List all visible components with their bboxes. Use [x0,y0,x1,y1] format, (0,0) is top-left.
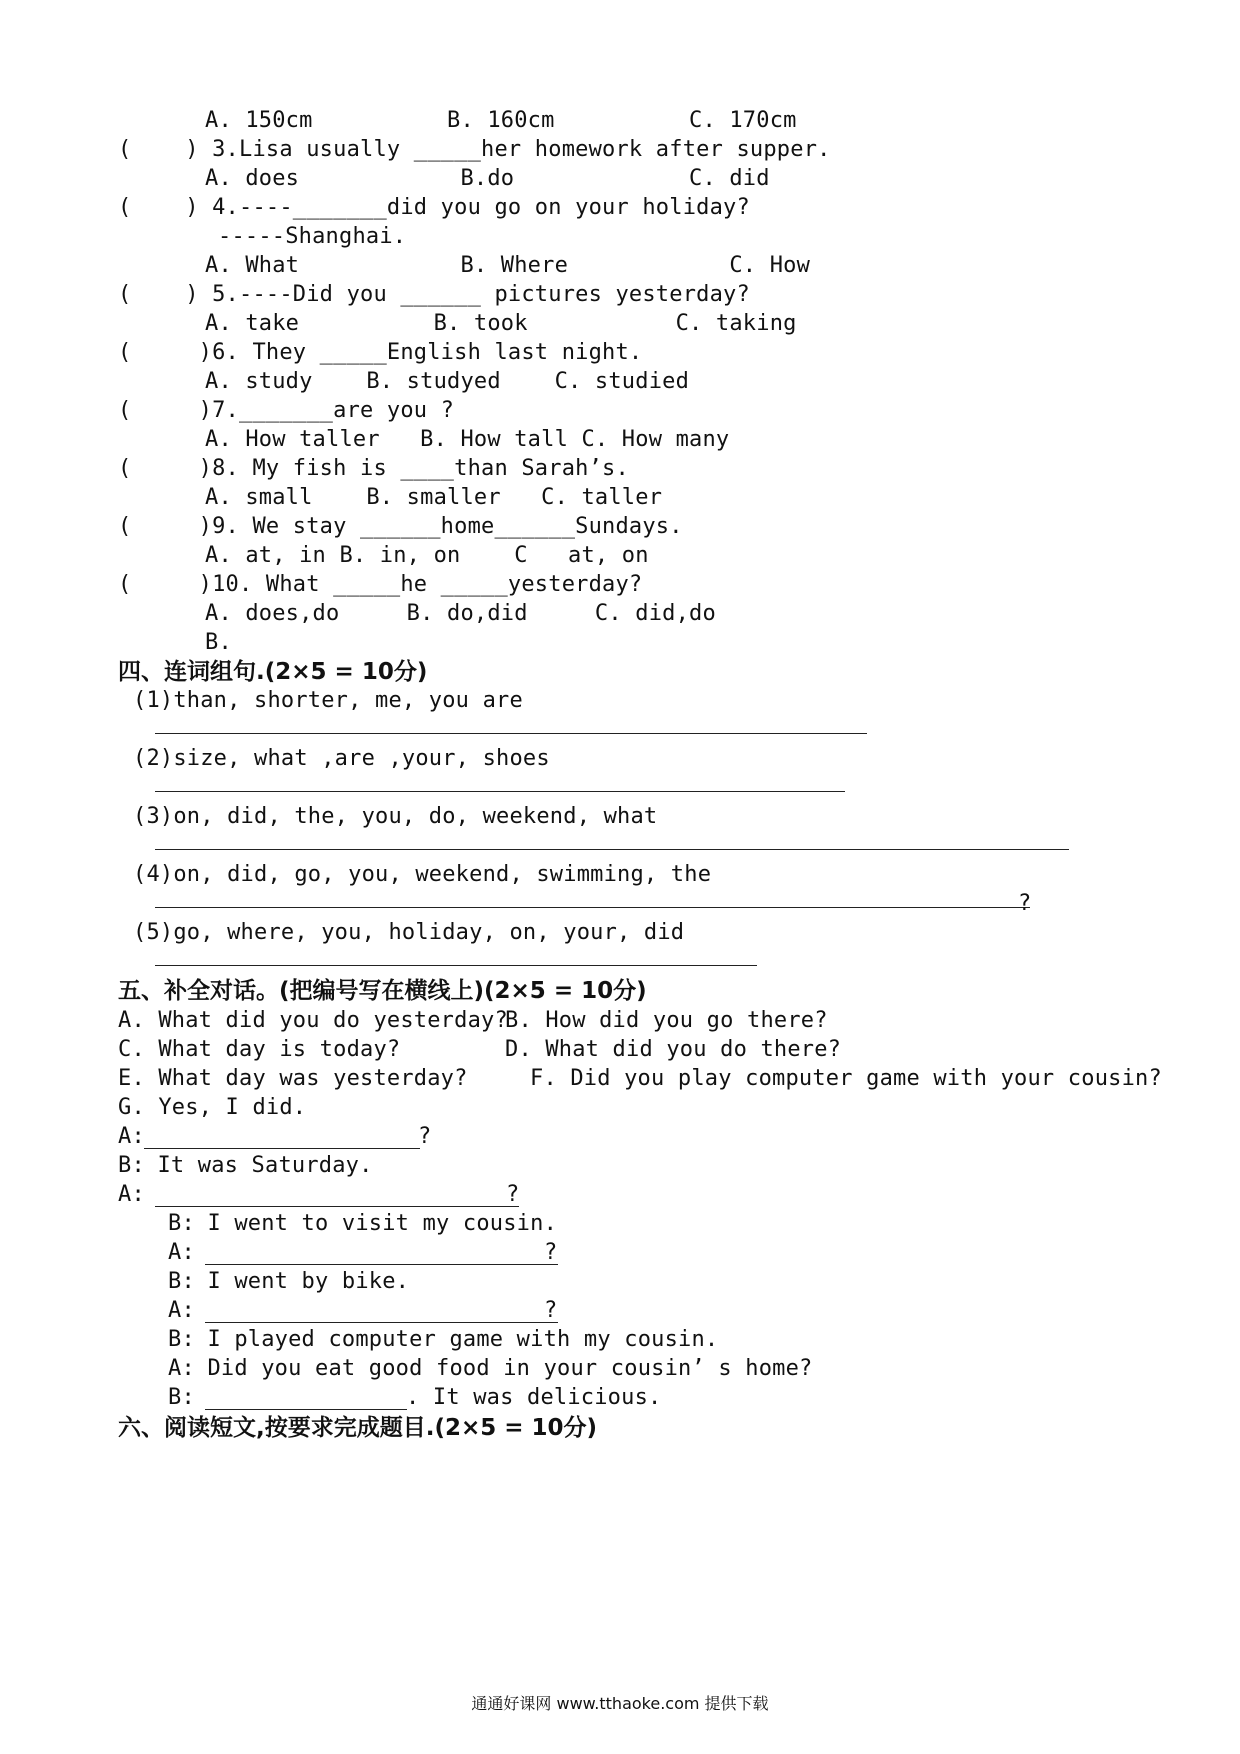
dialogue-speaker-1: A: [118,1124,145,1149]
section6-heading: 六、阅读短文,按要求完成题目.(2×5 = 10分) [118,1415,598,1441]
q4-answer: -----Shanghai. [218,224,407,249]
dialogue-text-1: ? [418,1124,432,1149]
q7-options: A. How taller B. How tall C. How many [205,427,730,452]
dialogue-speaker-4: B: [168,1211,195,1236]
q5-options: A. take B. took C. taking [205,311,797,336]
q6-stem: ( )6. They _____English last night. [118,340,643,365]
dialogue-speaker-10: B: [168,1385,195,1410]
s4-item-5: (5)go, where, you, holiday, on, your, did [133,920,685,945]
q5-stem: ( ) 5.----Did you ______ pictures yesterday? [118,282,750,307]
s5-option-b: B. How did you go there? [505,1008,828,1033]
s5-option-d: D. What did you do there? [505,1037,842,1062]
dialogue-text-6: I went by bike. [194,1269,410,1294]
q10-options: A. does,do B. do,did C. did,do [205,601,716,626]
s4-answer-line-2 [155,791,845,792]
dialogue-speaker-7: A: [168,1298,195,1323]
dialogue-text-4: I went to visit my cousin. [194,1211,558,1236]
dialogue-text-2: It was Saturday. [144,1153,373,1178]
s4-answer-line-3 [155,849,1069,850]
dialogue-text-9: Did you eat good food in your cousin’ s home? [194,1356,813,1381]
page-footer: 通通好课网 www.tthaoke.com 提供下载 [471,1694,769,1713]
s5-option-f: F. Did you play computer game with your cousin? [530,1066,1162,1091]
dialogue-text-7: ? [544,1298,558,1323]
q8-stem: ( )8. My fish is ____than Sarah’s. [118,456,629,481]
q6-options: A. study B. studyed C. studied [205,369,690,394]
dialogue-text-5: ? [544,1240,558,1265]
q4-options: A. What B. Where C. How [205,253,811,278]
dialogue-speaker-5: A: [168,1240,195,1265]
dialogue-speaker-8: B: [168,1327,195,1352]
dialogue-text-3: ? [506,1182,520,1207]
s4-item-2: (2)size, what ,are ,your, shoes [133,746,550,771]
q3-options: A. does B.do C. did [205,166,770,191]
section4-heading: 四、连词组句.(2×5 = 10分) [118,659,428,685]
q10-extra: B. [205,630,232,655]
dialogue-blank-3 [155,1206,519,1207]
s4-item-4: (4)on, did, go, you, weekend, swimming, the [133,862,712,887]
dialogue-speaker-6: B: [168,1269,195,1294]
dialogue-text-8: I played computer game with my cousin. [194,1327,719,1352]
dialogue-speaker-3: A: [118,1182,145,1207]
dialogue-blank-7 [205,1322,558,1323]
dialogue-blank-10 [205,1409,407,1410]
dialogue-speaker-2: B: [118,1153,145,1178]
dialogue-blank-5 [205,1264,558,1265]
q4-stem: ( ) 4.----_______did you go on your holiday? [118,195,750,220]
q9-options: A. at, in B. in, on C at, on [205,543,649,568]
s5-option-e: E. What day was yesterday? [118,1066,468,1091]
dialogue-speaker-9: A: [168,1356,195,1381]
s4-question-mark: ? [1018,891,1032,916]
q10-stem: ( )10. What _____he _____yesterday? [118,572,643,597]
q2-options: A. 150cm B. 160cm C. 170cm [205,108,797,133]
s4-answer-line-4 [155,907,1030,908]
q3-stem: ( ) 3.Lisa usually _____her homework after supper. [118,137,831,162]
dialogue-text-10: . It was delicious. [406,1385,662,1410]
s4-item-1: (1)than, shorter, me, you are [133,688,523,713]
s4-answer-line-5 [155,965,757,966]
s5-option-a: A. What did you do yesterday? [118,1008,508,1033]
section5-heading: 五、补全对话。(把编号写在横线上)(2×5 = 10分) [118,978,647,1004]
s4-item-3: (3)on, did, the, you, do, weekend, what [133,804,658,829]
s5-option-g: G. Yes, I did. [118,1095,307,1120]
q7-stem: ( )7._______are you ? [118,398,455,423]
dialogue-blank-1 [144,1148,420,1149]
q8-options: A. small B. smaller C. taller [205,485,663,510]
q9-stem: ( )9. We stay ______home______Sundays. [118,514,683,539]
s5-option-c: C. What day is today? [118,1037,401,1062]
s4-answer-line-1 [155,733,867,734]
